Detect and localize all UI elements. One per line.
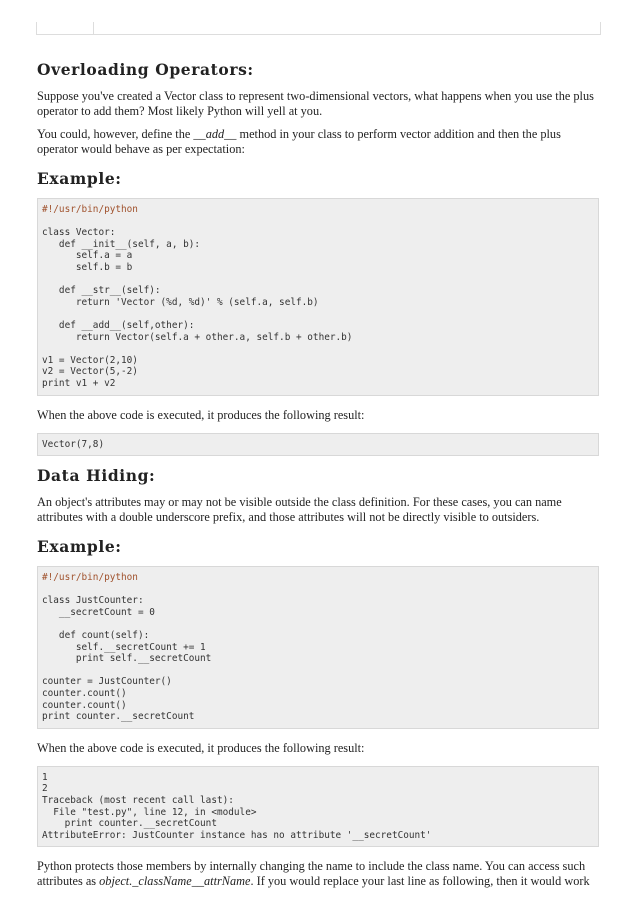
output-line: Traceback (most recent call last): [42,795,234,806]
code-line: class Vector: [42,227,116,239]
section-heading-overloading: Overloading Operators: [37,60,254,79]
code-line: self.a = a [42,250,133,262]
paragraph-result-intro-2: When the above code is executed, it produces the following result: [37,740,365,755]
section-heading-example-1: Example: [37,169,122,188]
code-line: def __add__(self,other): [42,319,195,331]
code-blank-line [42,584,594,596]
output-line: Vector(7,8) [42,438,105,450]
code-blank-line [42,274,594,286]
code-blank-line [42,308,594,320]
code-line: counter = JustCounter() [42,676,172,688]
code-line: #!/usr/bin/python [42,204,138,215]
code-line: return 'Vector (%d, %d)' % (self.a, self.b) [42,296,319,308]
code-line: self.__secretCount += 1 [42,641,206,653]
section-heading-data-hiding: Data Hiding: [37,466,156,486]
output-line: 2 [42,783,48,795]
code-block-justcounter [37,566,599,729]
code-line: counter.count() [42,688,127,700]
output-block-vector [37,433,599,457]
code-line: class JustCounter: [42,595,144,607]
code-line: print self.__secretCount [42,653,212,665]
code-line: return Vector(self.a + other.a, self.b + other.b) [42,331,353,343]
output-line: 1 [42,771,48,783]
code-line: print counter.__secretCount [42,711,195,723]
code-blank-line [42,618,594,630]
output-line: AttributeError: JustCounter instance has no attribute '__secretCount' [42,829,432,841]
paragraph-text: . If you would replace your last line as following, then it would work [250,874,590,889]
paragraph-text: method in your class to perform vector addition and then the plus operator would behave as per expectation: [37,127,561,156]
code-line: v2 = Vector(5,-2) [42,366,138,378]
document-body [37,56,599,889]
section-heading-example-2: Example: [37,537,122,557]
code-line: def count(self): [42,630,150,642]
paragraph-overloading-intro: Suppose you've created a Vector class to represent two-dimensional vectors, what happens when you use the plus operator to add them? Most likely Python will yell at you. [37,89,594,118]
paragraph-name-mangling [37,859,599,889]
code-blank-line [42,343,594,355]
output-line: File "test.py", line 12, in <module> [42,806,257,818]
code-line: def __init__(self, a, b): [42,238,201,250]
paragraph-text: Python protects those members by internally changing the name to include the class name. You can access such attributes as [37,859,586,889]
code-line: print v1 + v2 [42,377,116,389]
code-blank-line [42,216,594,228]
code-block-vector [37,198,599,396]
code-line: def __str__(self): [42,285,161,297]
paragraph-result-intro-1: When the above code is executed, it produces the following result: [37,407,365,422]
code-line: counter.count() [42,699,127,711]
paragraph-data-hiding: An object's attributes may or may not be visible outside the class definition. For these cases, you can name attributes with a double underscore prefix, and those attributes will not be directly visible to outsiders. [37,495,562,525]
paragraph-add-method [37,127,599,157]
output-block-justcounter [37,766,599,848]
code-blank-line [42,665,594,677]
code-line: self.b = b [42,261,133,273]
mangled-name: object._className__attrName [99,874,251,889]
code-line: #!/usr/bin/python [42,572,138,584]
paragraph-text: You could, however, define the [37,127,194,141]
output-line: print counter.__secretCount [42,818,217,830]
previous-page-table-edge [36,22,601,35]
code-line: __secretCount = 0 [42,606,155,618]
code-line: v1 = Vector(2,10) [42,354,138,366]
method-name: __add__ [193,127,237,141]
